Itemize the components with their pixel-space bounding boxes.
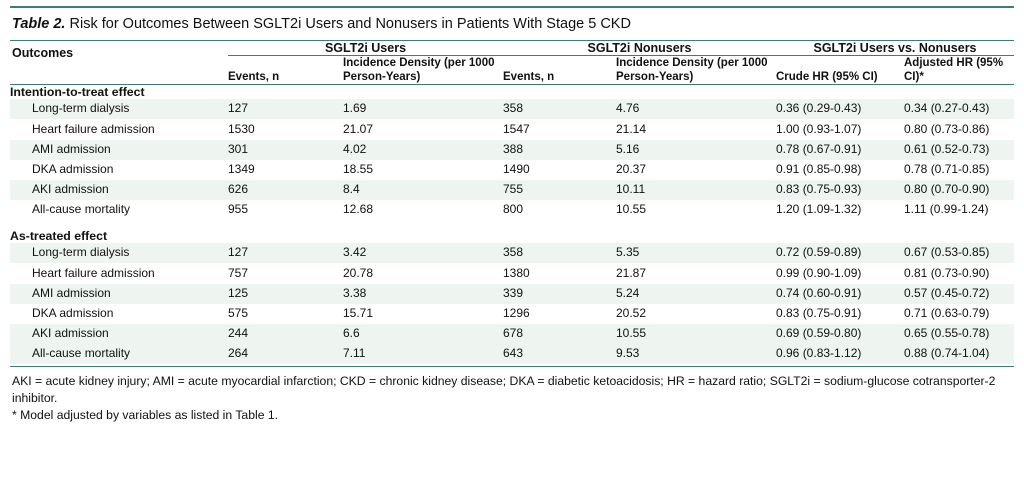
row-nonuser-events: 678: [503, 324, 616, 344]
row-user-density: 4.02: [343, 140, 503, 160]
table-number: Table 2.: [12, 16, 66, 32]
row-nonuser-events: 1490: [503, 161, 530, 176]
row-nonuser-events: 1380: [503, 265, 530, 280]
row-user-events: 626: [228, 180, 343, 200]
table-row: [10, 304, 1014, 324]
row-outcome: All-cause mortality: [10, 344, 228, 364]
row-nonuser-density: 10.55: [616, 324, 776, 344]
row-crude-hr: 0.83 (0.75-0.93): [776, 180, 904, 200]
row-user-events: 125: [228, 284, 343, 304]
row-user-events: 1349: [228, 161, 255, 176]
row-nonuser-density: 21.87: [616, 265, 647, 280]
row-nonuser-density: 5.35: [616, 243, 776, 263]
subheader-adjusted-hr: Adjusted HR (95% CI)*: [904, 57, 1004, 84]
row-user-events: 264: [228, 344, 343, 364]
row-adjusted-hr: 0.67 (0.53-0.85): [904, 243, 1014, 263]
section-title-as-treated: As-treated effect: [10, 229, 108, 244]
row-adjusted-hr: 0.57 (0.45-0.72): [904, 284, 1014, 304]
table-row: [10, 324, 1014, 344]
header-group-users: SGLT2i Users: [228, 41, 503, 56]
row-user-events: 955: [228, 202, 249, 217]
row-outcome: Long-term dialysis: [10, 243, 228, 263]
header-group-comparison: SGLT2i Users vs. Nonusers: [776, 41, 1014, 56]
row-user-density: 1.69: [343, 99, 503, 119]
row-outcome: AMI admission: [10, 140, 228, 160]
table-body: [10, 85, 1014, 365]
section-title-itt: Intention-to-treat effect: [10, 85, 145, 100]
row-nonuser-density: 20.52: [616, 305, 647, 320]
subheader-user-events: Events, n: [228, 71, 280, 84]
table-row: [10, 263, 1014, 283]
row-nonuser-density: 5.24: [616, 284, 776, 304]
footnote-model-adjustment: * Model adjusted by variables as listed in Table 1.: [12, 408, 279, 423]
row-nonuser-events: 1547: [503, 121, 530, 136]
table-row: [10, 243, 1014, 263]
row-crude-hr: 1.20 (1.09-1.32): [776, 202, 862, 217]
row-user-density: 20.78: [343, 265, 374, 280]
subheader-user-density: Incidence Density (per 1000 Person-Years): [343, 57, 495, 84]
table-row: [10, 160, 1014, 180]
row-nonuser-density: 10.55: [616, 202, 647, 217]
row-crude-hr: 0.74 (0.60-0.91): [776, 284, 904, 304]
row-user-density: 15.71: [343, 305, 374, 320]
row-adjusted-hr: 0.80 (0.73-0.86): [904, 121, 990, 136]
table-row: [10, 140, 1014, 160]
row-outcome: Heart failure admission: [32, 121, 155, 136]
row-outcome: AKI admission: [10, 324, 228, 344]
header-outcomes: Outcomes: [10, 41, 228, 85]
row-user-events: 244: [228, 324, 343, 344]
row-nonuser-density: 21.14: [616, 121, 647, 136]
row-nonuser-events: 388: [503, 140, 616, 160]
footnotes: [10, 367, 1014, 423]
row-crude-hr: 0.91 (0.85-0.98): [776, 161, 862, 176]
subheader-nonuser-events: Events, n: [503, 71, 555, 84]
row-user-density: 6.6: [343, 324, 503, 344]
row-user-events: 575: [228, 305, 249, 320]
row-crude-hr: 0.69 (0.59-0.80): [776, 324, 904, 344]
row-adjusted-hr: 0.88 (0.74-1.04): [904, 344, 1014, 364]
row-crude-hr: 0.72 (0.59-0.89): [776, 243, 904, 263]
row-user-density: 21.07: [343, 121, 374, 136]
row-adjusted-hr: 0.78 (0.71-0.85): [904, 161, 990, 176]
header-group-nonusers: SGLT2i Nonusers: [503, 41, 776, 56]
row-adjusted-hr: 0.34 (0.27-0.43): [904, 99, 1014, 119]
row-outcome: AMI admission: [10, 284, 228, 304]
subheader-crude-hr: Crude HR (95% CI): [776, 71, 878, 84]
results-table: [10, 40, 1014, 364]
section-title-row: [10, 229, 1014, 243]
row-user-events: 127: [228, 243, 343, 263]
row-outcome: All-cause mortality: [32, 202, 131, 217]
row-nonuser-events: 1296: [503, 305, 530, 320]
section-title-row: [10, 85, 1014, 99]
table-page: [0, 6, 1024, 485]
row-nonuser-events: 800: [503, 202, 524, 217]
section-spacer: [10, 220, 1014, 229]
table-row: [10, 180, 1014, 200]
row-nonuser-events: 358: [503, 243, 616, 263]
row-adjusted-hr: 0.65 (0.55-0.78): [904, 324, 1014, 344]
row-outcome: DKA admission: [32, 161, 114, 176]
row-adjusted-hr: 1.11 (0.99-1.24): [904, 202, 989, 217]
row-crude-hr: 0.96 (0.83-1.12): [776, 344, 904, 364]
row-user-density: 18.55: [343, 161, 374, 176]
row-user-density: 7.11: [343, 344, 503, 364]
row-user-density: 12.68: [343, 202, 374, 217]
row-nonuser-events: 755: [503, 180, 616, 200]
row-nonuser-events: 643: [503, 344, 616, 364]
row-crude-hr: 0.83 (0.75-0.91): [776, 305, 862, 320]
table-row: [10, 119, 1014, 139]
row-nonuser-density: 4.76: [616, 99, 776, 119]
row-outcome: Long-term dialysis: [10, 99, 228, 119]
group-header-row: [10, 41, 1014, 56]
row-crude-hr: 1.00 (0.93-1.07): [776, 121, 862, 136]
row-crude-hr: 0.36 (0.29-0.43): [776, 99, 904, 119]
row-nonuser-density: 5.16: [616, 140, 776, 160]
row-outcome: AKI admission: [10, 180, 228, 200]
table-row: [10, 344, 1014, 364]
row-crude-hr: 0.99 (0.90-1.09): [776, 265, 862, 280]
row-outcome: Heart failure admission: [32, 265, 155, 280]
row-user-density: 8.4: [343, 180, 503, 200]
row-nonuser-density: 9.53: [616, 344, 776, 364]
row-user-events: 757: [228, 265, 249, 280]
row-adjusted-hr: 0.80 (0.70-0.90): [904, 180, 1014, 200]
row-user-density: 3.42: [343, 243, 503, 263]
table-caption: [10, 8, 1014, 40]
row-user-events: 127: [228, 99, 343, 119]
row-nonuser-density: 20.37: [616, 161, 647, 176]
table-row: [10, 99, 1014, 119]
row-nonuser-events: 358: [503, 99, 616, 119]
row-outcome: DKA admission: [32, 305, 114, 320]
row-nonuser-events: 339: [503, 284, 616, 304]
subheader-nonuser-density: Incidence Density (per 1000 Person-Years): [616, 57, 768, 84]
table-row: [10, 200, 1014, 220]
row-nonuser-density: 10.11: [616, 180, 776, 200]
row-crude-hr: 0.78 (0.67-0.91): [776, 140, 904, 160]
row-adjusted-hr: 0.61 (0.52-0.73): [904, 140, 1014, 160]
row-adjusted-hr: 0.71 (0.63-0.79): [904, 305, 990, 320]
row-user-events: 301: [228, 140, 343, 160]
footnote-abbreviations: AKI = acute kidney injury; AMI = acute myocardial infarction; CKD = chronic kidney disease; DKA = diabetic ketoacidosis; HR = hazard ratio; SGLT2i = sodium-glucose cotransporter-2 inhibitor.: [12, 374, 996, 405]
table-title: Risk for Outcomes Between SGLT2i Users and Nonusers in Patients With Stage 5 CKD: [69, 16, 631, 32]
row-adjusted-hr: 0.81 (0.73-0.90): [904, 265, 990, 280]
row-user-density: 3.38: [343, 284, 503, 304]
row-user-events: 1530: [228, 121, 255, 136]
table-row: [10, 284, 1014, 304]
